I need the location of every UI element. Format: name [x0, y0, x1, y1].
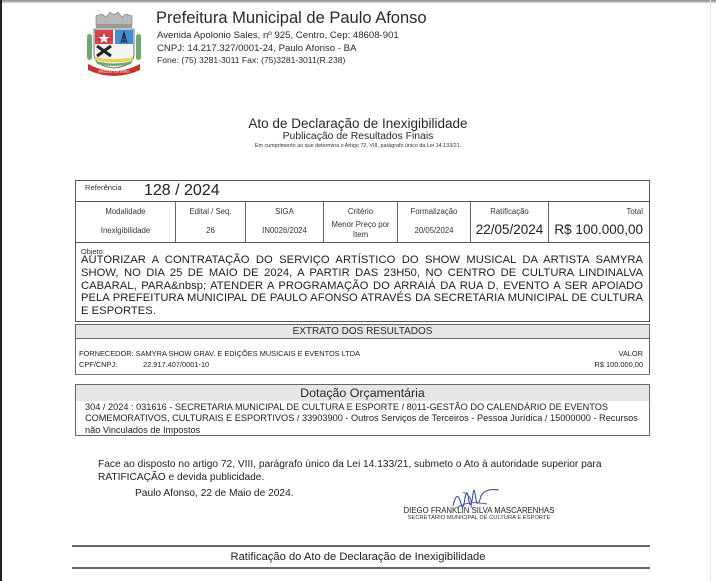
ratification-bottom-rule [72, 567, 650, 569]
results-section [75, 338, 650, 374]
document-title: Ato de Declaração de Inexigibilidade [248, 116, 468, 131]
crest-banner-text: PAULO AFONSO [98, 69, 130, 74]
page-top-edge [0, 0, 716, 3]
ratificacao-cell [471, 202, 549, 242]
value-label: VALOR [618, 349, 643, 358]
object-description: AUTORIZAR A CONTRATAÇÃO DO SERVIÇO ARTÍSTICO DO SHOW MUSICAL DA ARTISTA SAMYRA SHOW, NO DIA 25 DE MAIO DE 2024, A PARTIR DAS 23H50, NO CENTRO DE CULTURA LINDINALVA CABARAL, PARA&nbsp; ATENDER A PROGRAMAÇÃO DO ARRAIÁ DA RUA D, EVENTO A SER APOIADO PELA PREFEITURA MUNICIPAL DE PAULO AFONSO ATRAVÉS DA SECRETARIA MUNICIPAL DE CULTURA E ESPORTES. [81, 254, 643, 318]
signer-role: SECRETÁRIO MUNICIPAL DE CULTURA E ESPORTE [407, 515, 551, 521]
column-header: Formalização [410, 207, 458, 216]
edital-value: 26 [206, 226, 215, 235]
organization-address: Avenida Apolonio Sales, nº 925, Centro, Cep: 48608-901 [157, 30, 399, 41]
organization-cnpj: CNPJ: 14.217.327/0001-24, Paulo Afonso - BA [157, 43, 357, 54]
legal-note: Em cumprimento ao que determina o Artigo 72, VIII, parágrafo único da Lei 14.133/21. [254, 143, 462, 149]
ratification-top-rule [72, 545, 650, 547]
formalizacao-cell [398, 202, 471, 242]
supplier-cnpj-label: CPF/CNPJ: [79, 360, 118, 369]
column-header: SIGA [275, 207, 294, 216]
siga-value: IN0026/2024 [262, 226, 307, 235]
column-header: Critério [347, 207, 374, 216]
results-section-header: EXTRATO DOS RESULTADOS [75, 324, 650, 339]
contract-value: R$ 100.000,00 [594, 360, 643, 369]
ratification-title: Ratificação do Ato de Declaração de Inexigibilidade [230, 551, 486, 563]
budget-allocation-text: 304 / 2024 : 031616 - SECRETARIA MUNICIPAL DE CULTURA E ESPORTE / 8011-GESTÃO DO CALENDÁRIO DE EVENTOS COMEMORATIVOS, CULTURAIS E ESPORTIVOS / 33903900 - Outros Serviços de Terceiros - Pessoa Jurídica / 15000000 - Recursos não Vinculados de Impostos [85, 402, 638, 435]
criterio-value: Menor Preço por Item [331, 220, 390, 239]
budget-section [75, 400, 650, 436]
closing-statement: Face ao disposto no artigo 72, VIII, parágrafo único da Lei 14.133/21, submeto o Ato à autoridade superior para RATIFICAÇÃO e devida publicidade. [98, 459, 602, 484]
results-divider [75, 374, 650, 375]
object-label: Objeto: [81, 247, 105, 256]
column-header: Ratificação [490, 207, 529, 216]
reference-number: 128 / 2024 [144, 182, 220, 199]
column-header: Edital / Seq. [189, 207, 232, 216]
supplier-name: FORNECEDOR: SAMYRA SHOW GRAV. E EDIÇÕES MUSICAIS E EVENTOS LTDA [79, 349, 361, 358]
place-and-date: Paulo Afonso, 22 de Maio de 2024. [135, 488, 294, 499]
reference-box [75, 180, 650, 202]
formalizacao-value: 20/05/2024 [414, 226, 454, 235]
supplier-cnpj: 22.917.407/0001-10 [143, 360, 210, 369]
modalidade-cell [76, 202, 176, 242]
edital-cell [176, 202, 246, 242]
details-table [75, 201, 650, 243]
siga-cell [246, 202, 324, 242]
criterio-cell [324, 202, 398, 242]
total-cell [549, 202, 649, 242]
organization-name: Prefeitura Municipal de Paulo Afonso [156, 9, 427, 27]
organization-phone: Fone: (75) 3281-3011 Fax: (75)3281-3011(R.238) [157, 55, 346, 65]
budget-section-header: Dotação Orçamentária [75, 384, 650, 401]
modalidade-value: Inexigibilidade [100, 226, 151, 235]
coat-of-arms-icon [84, 8, 144, 76]
page-right-border [710, 0, 711, 581]
document-subtitle: Publicação de Resultados Finais [282, 131, 434, 142]
column-header: Modalidade [105, 207, 146, 216]
reference-label: Referência [85, 183, 122, 192]
page-left-border [0, 0, 2, 581]
ratificacao-value: 22/05/2024 [475, 222, 544, 237]
total-value: R$ 100.000,00 [554, 222, 643, 237]
signer-name: DIEGO FRANKLIN SILVA MASCARENHAS [403, 506, 555, 515]
object-box [75, 242, 650, 322]
column-header: Total [626, 207, 643, 216]
